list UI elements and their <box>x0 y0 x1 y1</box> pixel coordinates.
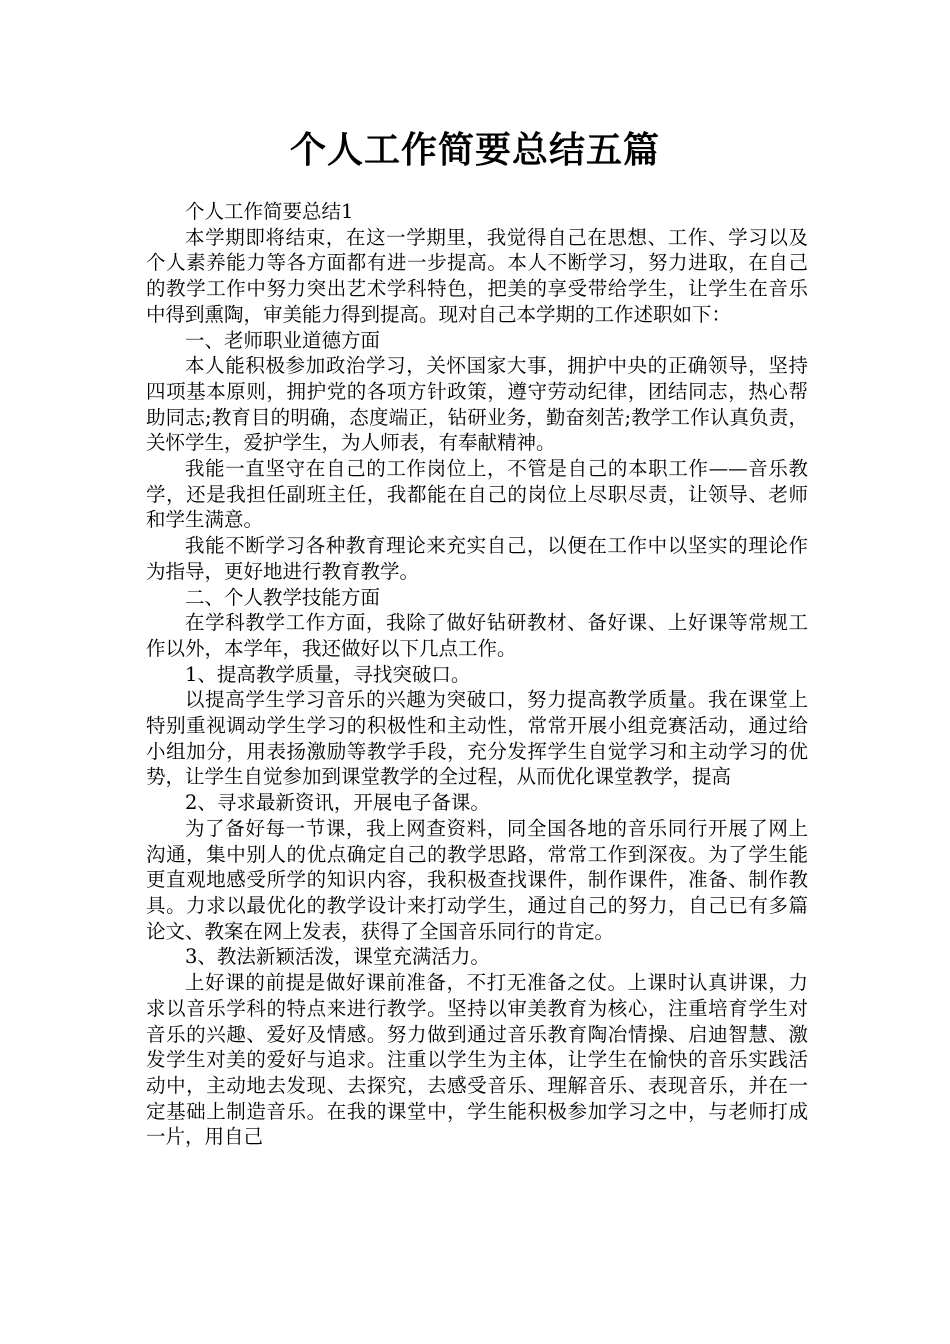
paragraph: 我能不断学习各种教育理论来充实自己，以便在工作中以坚实的理论作为指导，更好地进行教育教学。 <box>146 534 808 583</box>
paragraph: 在学科教学工作方面，我除了做好钻研教材、备好课、上好课等常规工作以外，本学年，我还做好以下几点工作。 <box>146 611 808 660</box>
section-heading: 个人工作简要总结1 <box>185 200 354 223</box>
subsection-heading: 1、提高教学质量，寻找突破口。 <box>185 662 471 686</box>
paragraph: 我能一直坚守在自己的工作岗位上，不管是自己的本职工作——音乐教学，还是我担任副班主任，我都能在自己的岗位上尽职尽责，让领导、老师和学生满意。 <box>146 457 808 532</box>
subsection-heading: 3、教法新颖活泼，课堂充满活力。 <box>185 945 490 969</box>
paragraph: 上好课的前提是做好课前准备，不打无准备之仗。上课时认真讲课，力求以音乐学科的特点来进行教学。坚持以审美教育为核心，注重培育学生对音乐的兴趣、爱好及情感。努力做到通过音乐教育陶冶情操、启迪智慧、激发学生对美的爱好与追求。注重以学生为主体，让学生在愉快的音乐实践活动中，主动地去发现、去探究，去感受音乐、理解音乐、表现音乐，并在一定基础上制造音乐。在我的课堂中，学生能积极参加学习之中，与老师打成一片，用自己 <box>146 971 808 1149</box>
document-body <box>146 199 808 1150</box>
paragraph: 本学期即将结束，在这一学期里，我觉得自己在思想、工作、学习以及个人素养能力等各方面都有进一步提高。本人不断学习，努力进取，在自己的教学工作中努力突出艺术学科特色，把美的享受带给学生，让学生在音乐中得到熏陶，审美能力得到提高。现对自己本学期的工作述职如下： <box>146 225 808 326</box>
paragraph: 本人能积极参加政治学习，关怀国家大事，拥护中央的正确领导，坚持四项基本原则，拥护党的各项方针政策，遵守劳动纪律，团结同志，热心帮助同志;教育目的明确，态度端正，钻研业务，勤奋刻苦;教学工作认真负责，关怀学生，爱护学生，为人师表，有奉献精神。 <box>146 354 808 455</box>
document-title: 个人工作简要总结五篇 <box>289 129 660 171</box>
section-heading: 二、个人教学技能方面 <box>185 585 381 609</box>
paragraph: 以提高学生学习音乐的兴趣为突破口，努力提高教学质量。我在课堂上特别重视调动学生学习的积极性和主动性，常常开展小组竞赛活动，通过给小组加分，用表扬激励等教学手段，充分发挥学生自觉学习和主动学习的优势，让学生自觉参加到课堂教学的全过程，从而优化课堂教学，提高 <box>146 688 808 789</box>
section-heading: 一、老师职业道德方面 <box>185 328 381 352</box>
paragraph: 为了备好每一节课，我上网查资料，同全国各地的音乐同行开展了网上沟通，集中别人的优点确定自己的教学思路，常常工作到深夜。为了学生能更直观地感受所学的知识内容，我积极查找课件，制作课件，准备、制作教具。力求以最优化的教学设计来打动学生，通过自己的努力，自己已有多篇论文、教案在网上发表，获得了全国音乐同行的肯定。 <box>146 816 808 943</box>
subsection-heading: 2、寻求最新资讯，开展电子备课。 <box>185 791 490 815</box>
